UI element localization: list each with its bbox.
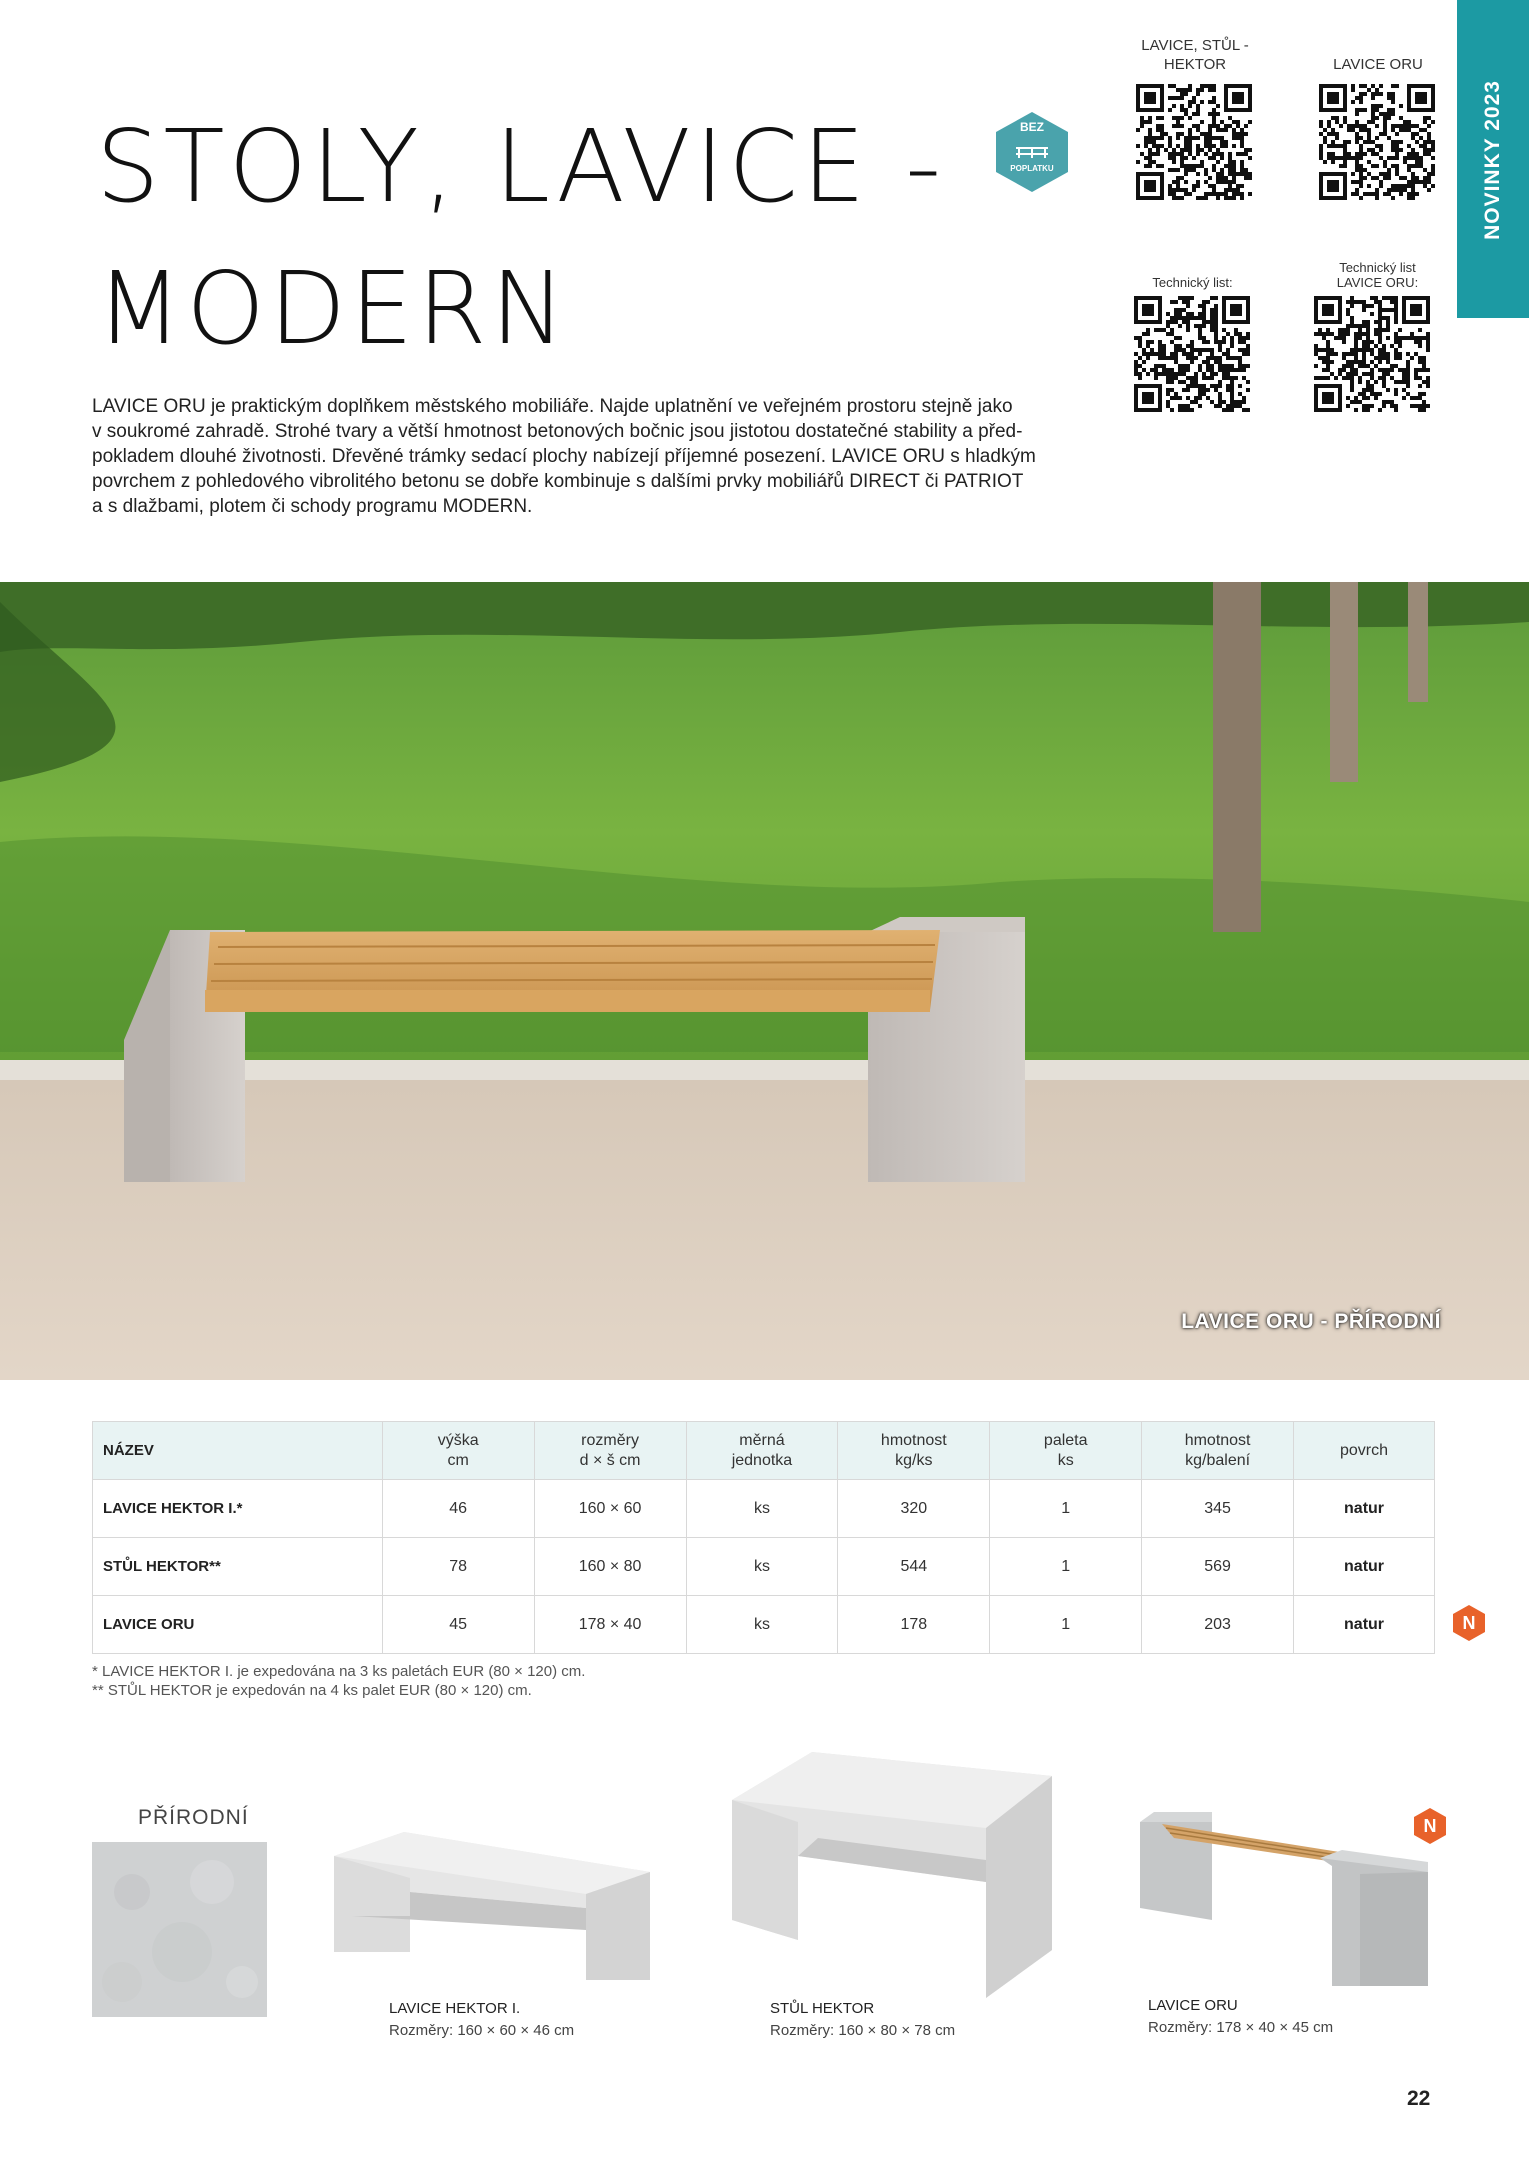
product-name: LAVICE ORU xyxy=(1148,1997,1238,2014)
qr-code-oru[interactable] xyxy=(1319,84,1435,200)
qr-code-techlist[interactable] xyxy=(1134,296,1250,412)
product-name: STŮL HEKTOR xyxy=(770,2000,875,2017)
product-image-lavice-hektor xyxy=(334,1832,650,1982)
page-number: 22 xyxy=(1407,2087,1431,2110)
table-row: STŮL HEKTOR** 78 160 × 80 ks 544 1 569 natur xyxy=(93,1538,1435,1596)
bench-photo xyxy=(0,582,1529,1380)
badge-top-text: BEZ xyxy=(1020,120,1044,134)
park-scene-illustration xyxy=(0,582,1529,1380)
col-header-surface: povrch xyxy=(1294,1422,1435,1480)
new-badge-letter: N xyxy=(1462,1613,1476,1633)
page-title xyxy=(96,96,996,380)
col-header-dims: rozměry d × š cm xyxy=(534,1422,686,1480)
product-image-stul-hektor xyxy=(732,1752,1052,1998)
col-header-unit: měrná jednotka xyxy=(686,1422,838,1480)
qr-label-techlist: Technický list: xyxy=(1152,275,1233,290)
product-name: LAVICE HEKTOR I. xyxy=(389,2000,521,2017)
col-header-pallet: paleta ks xyxy=(990,1422,1142,1480)
spec-table xyxy=(92,1421,1435,1654)
table-header-row xyxy=(93,1422,1435,1480)
photo-caption: LAVICE ORU - PŘÍRODNÍ xyxy=(1181,1310,1441,1333)
title-line-1: STOLY, LAVICE - xyxy=(96,108,946,225)
product-dimensions: Rozměry: 160 × 80 × 78 cm xyxy=(770,2022,956,2039)
title-line-2: MODERN xyxy=(96,250,570,367)
intro-line: LAVICE ORU je praktickým doplňkem městského mobiliáře. Najde uplatnění ve veřejném prostoru stejně jako xyxy=(92,396,1013,417)
section-tab-label: NOVINKY 2023 xyxy=(1481,80,1504,240)
qr-label-techlist-oru: Technický list LAVICE ORU: xyxy=(1336,260,1419,290)
footnote: * LAVICE HEKTOR I. je expedována na 3 ks paletách EUR (80 × 120) cm. xyxy=(92,1663,586,1680)
qr-label-hektor: LAVICE, STŮL - HEKTOR xyxy=(1141,37,1249,73)
col-header-weight: hmotnost kg/ks xyxy=(838,1422,990,1480)
product-dimensions: Rozměry: 160 × 60 × 46 cm xyxy=(389,2022,575,2039)
qr-code-techlist-oru[interactable] xyxy=(1314,296,1430,412)
intro-line: a s dlažbami, plotem či schody programu MODERN. xyxy=(92,496,533,517)
new-badge-letter: N xyxy=(1423,1816,1437,1836)
col-header-height: výška cm xyxy=(382,1422,534,1480)
concrete-swatch xyxy=(92,1842,267,2017)
swatch-label: PŘÍRODNÍ xyxy=(138,1806,249,1829)
footnote: ** STŮL HEKTOR je expedován na 4 ks palet EUR (80 × 120) cm. xyxy=(92,1682,532,1699)
intro-line: povrchem z pohledového vibrolitého betonu se dobře kombinuje s dalšími prvky mobiliářů DIRECT či PATRIOT xyxy=(92,471,1024,492)
intro-text xyxy=(92,394,1092,519)
tree-trunk xyxy=(1408,582,1428,702)
badge-bottom-text: POPLATKU xyxy=(1010,164,1054,173)
product-dimensions: Rozměry: 178 × 40 × 45 cm xyxy=(1148,2019,1334,2036)
qr-code-hektor[interactable] xyxy=(1136,84,1252,200)
product-image-lavice-oru xyxy=(1140,1810,1428,1986)
tree-trunk xyxy=(1213,582,1261,932)
tree-trunk xyxy=(1330,582,1358,782)
col-header-name: NÁZEV xyxy=(93,1422,383,1480)
qr-label-oru: LAVICE ORU xyxy=(1333,56,1423,73)
intro-line: v soukromé zahradě. Strohé tvary a větší hmotnost betonových bočnic jsou jistotou dostatečné stability a před- xyxy=(92,421,1023,442)
intro-line: pokladem dlouhé životnosti. Dřevěné trámky sedací plochy nabízejí příjemné posezení. LAVICE ORU s hladkým xyxy=(92,446,1036,467)
col-header-package-weight: hmotnost kg/balení xyxy=(1142,1422,1294,1480)
table-row: LAVICE ORU 45 178 × 40 ks 178 1 203 natur xyxy=(93,1596,1435,1654)
table-row: LAVICE HEKTOR I.* 46 160 × 60 ks 320 1 345 natur xyxy=(93,1480,1435,1538)
